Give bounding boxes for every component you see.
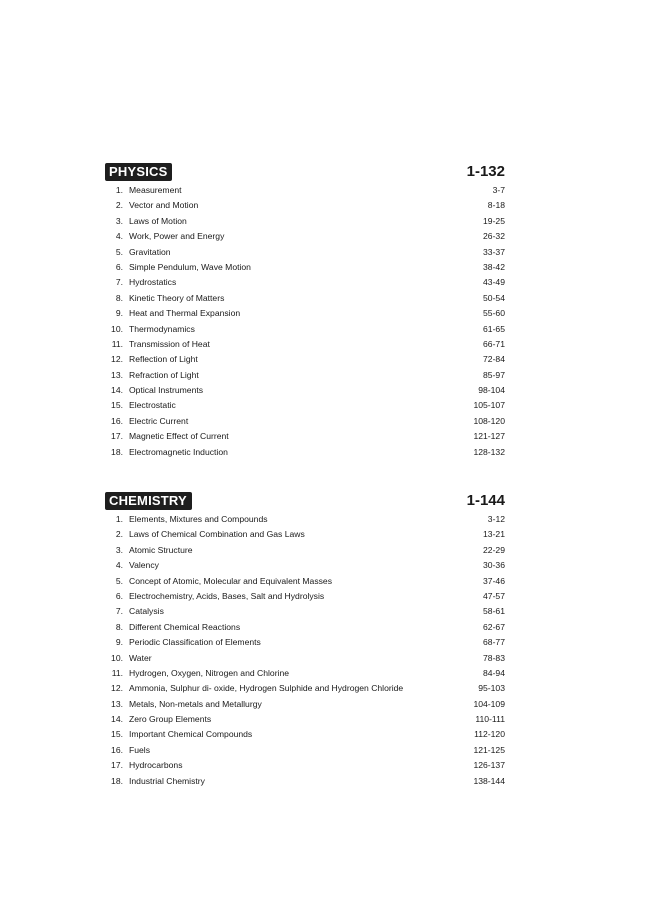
chapter-title: Reflection of Light xyxy=(129,354,198,365)
chapter-title: Elements, Mixtures and Compounds xyxy=(129,514,268,524)
chapter-pages: 85-97 xyxy=(483,369,505,380)
chapter-pages: 112-120 xyxy=(474,729,505,740)
section-title: CHEMISTRY xyxy=(105,492,192,510)
chapter-title: Optical Instruments xyxy=(129,385,204,396)
chapter-pages: 33-37 xyxy=(483,246,505,257)
chapter-number: 10. xyxy=(111,323,123,334)
chapter-number: 4. xyxy=(115,560,123,571)
chapter-title: Catalysis xyxy=(129,606,164,617)
chapter-title: Transmission of Heat xyxy=(129,338,210,349)
toc-entry xyxy=(0,352,660,367)
chapter-pages: 126-137 xyxy=(473,760,505,771)
toc-entry xyxy=(0,260,660,275)
chapter-title: Atomic Structure xyxy=(129,544,193,555)
toc-entry xyxy=(0,183,660,198)
chapter-pages: 66-71 xyxy=(483,338,505,349)
chapter-title: Metals, Non-metals and Metallurgy xyxy=(129,698,262,709)
chapter-title: Hydrogen, Oxygen, Nitrogen and Chlorine xyxy=(129,667,290,678)
chapter-number: 5. xyxy=(115,575,123,586)
chapter-title: Kinetic Theory of Matters xyxy=(129,292,225,303)
toc-entry xyxy=(0,383,660,398)
chapter-pages: 95-103 xyxy=(478,683,505,694)
toc-entry xyxy=(0,620,660,635)
chapter-pages: 19-25 xyxy=(483,215,505,226)
chapter-number: 7. xyxy=(115,606,123,617)
chapter-pages: 62-67 xyxy=(483,621,505,632)
chapter-number: 11. xyxy=(111,667,123,678)
chapter-number: 17. xyxy=(111,431,123,442)
chapter-number: 15. xyxy=(111,729,123,740)
chapter-pages: 138-144 xyxy=(473,775,505,786)
toc-entry xyxy=(0,275,660,290)
chapter-number: 3. xyxy=(115,544,123,555)
chapter-title: Concept of Atomic, Molecular and Equivalent Masses xyxy=(129,575,333,586)
chapter-number: 16. xyxy=(111,744,123,755)
toc-entry xyxy=(0,414,660,429)
chapter-title: Valency xyxy=(129,560,159,571)
chapter-pages: 121-125 xyxy=(473,744,505,755)
toc-entry xyxy=(0,322,660,337)
toc-entry xyxy=(0,229,660,244)
chapter-number: 18. xyxy=(111,775,123,786)
toc-entry xyxy=(0,398,660,413)
chapter-number: 13. xyxy=(111,369,123,380)
chapter-number: 14. xyxy=(111,385,123,396)
chapter-pages: 3-12 xyxy=(487,514,505,524)
chapter-title: Laws of Chemical Combination and Gas Laws xyxy=(129,529,305,540)
chapter-number: 1. xyxy=(115,185,123,195)
chapter-number: 12. xyxy=(111,683,123,694)
chapter-pages: 78-83 xyxy=(483,652,505,663)
toc-entry xyxy=(0,445,660,460)
toc-entry xyxy=(0,198,660,213)
section-title: PHYSICS xyxy=(105,163,172,181)
chapter-title: Fuels xyxy=(129,744,151,755)
chapter-number: 8. xyxy=(115,621,123,632)
toc-entry xyxy=(0,337,660,352)
chapter-pages: 38-42 xyxy=(483,261,505,272)
chapter-number: 8. xyxy=(115,292,123,303)
chapter-number: 14. xyxy=(111,714,123,725)
toc-entry xyxy=(0,245,660,260)
chapter-number: 17. xyxy=(111,760,123,771)
chapter-number: 4. xyxy=(115,231,123,242)
chapter-title: Electromagnetic Induction xyxy=(129,446,228,457)
chapter-pages: 30-36 xyxy=(483,560,505,571)
chapter-pages: 55-60 xyxy=(483,308,505,319)
chapter-number: 2. xyxy=(115,200,123,211)
chapter-number: 5. xyxy=(115,246,123,257)
chapter-pages: 50-54 xyxy=(483,292,505,303)
chapter-number: 6. xyxy=(115,590,123,601)
chapter-number: 2. xyxy=(115,529,123,540)
chapter-title: Hydrostatics xyxy=(129,277,177,288)
toc-entry xyxy=(0,727,660,742)
chapter-title: Zero Group Elements xyxy=(129,714,212,725)
chapter-title: Simple Pendulum, Wave Motion xyxy=(129,261,251,272)
section-header xyxy=(0,163,660,183)
toc-entry xyxy=(0,291,660,306)
chapter-number: 18. xyxy=(111,446,123,457)
chapter-title: Electrochemistry, Acids, Bases, Salt and Hydrolysis xyxy=(129,590,325,601)
chapter-pages: 105-107 xyxy=(473,400,505,411)
chapter-title: Important Chemical Compounds xyxy=(129,729,253,740)
toc-entry xyxy=(0,651,660,666)
chapter-pages: 104-109 xyxy=(473,698,505,709)
chapter-title: Work, Power and Energy xyxy=(129,231,225,242)
chapter-pages: 98-104 xyxy=(478,385,505,396)
chapter-title: Gravitation xyxy=(129,246,171,257)
toc-entry xyxy=(0,758,660,773)
chapter-pages: 22-29 xyxy=(483,544,505,555)
chapter-title: Periodic Classification of Elements xyxy=(129,637,261,648)
toc-entry xyxy=(0,604,660,619)
chapter-title: Ammonia, Sulphur di- oxide, Hydrogen Sulphide and Hydrogen Chloride xyxy=(129,683,404,694)
chapter-pages: 43-49 xyxy=(483,277,505,288)
chapter-title: Water xyxy=(129,652,152,663)
toc-entry xyxy=(0,589,660,604)
chapter-pages: 72-84 xyxy=(483,354,505,365)
chapter-number: 13. xyxy=(111,698,123,709)
toc-entry xyxy=(0,574,660,589)
toc-entry xyxy=(0,681,660,696)
chapter-pages: 26-32 xyxy=(483,231,505,242)
chapter-number: 11. xyxy=(111,338,123,349)
chapter-number: 6. xyxy=(115,261,123,272)
toc-entry xyxy=(0,527,660,542)
chapter-pages: 47-57 xyxy=(483,590,505,601)
chapter-pages: 61-65 xyxy=(483,323,505,334)
chapter-title: Electrostatic xyxy=(129,400,176,411)
chapter-number: 15. xyxy=(111,400,123,411)
chapter-pages: 37-46 xyxy=(483,575,505,586)
chapter-title: Vector and Motion xyxy=(129,200,199,211)
chapter-pages: 58-61 xyxy=(483,606,505,617)
toc-entry xyxy=(0,543,660,558)
toc-entry xyxy=(0,635,660,650)
toc-entry xyxy=(0,306,660,321)
chapter-pages: 8-18 xyxy=(487,200,505,211)
section-physics xyxy=(0,163,660,457)
chapter-number: 1. xyxy=(115,514,123,524)
toc-entry xyxy=(0,774,660,789)
chapter-number: 12. xyxy=(111,354,123,365)
chapter-title: Electric Current xyxy=(129,415,189,426)
chapter-title: Laws of Motion xyxy=(129,215,187,226)
section-chemistry xyxy=(0,492,660,786)
chapter-pages: 121-127 xyxy=(473,431,505,442)
chapter-title: Refraction of Light xyxy=(129,369,199,380)
chapter-number: 9. xyxy=(115,637,123,648)
chapter-number: 16. xyxy=(111,415,123,426)
toc-entry xyxy=(0,214,660,229)
chapter-number: 7. xyxy=(115,277,123,288)
toc-entry xyxy=(0,429,660,444)
toc-entry xyxy=(0,558,660,573)
toc-entry xyxy=(0,368,660,383)
toc-entry xyxy=(0,712,660,727)
chapter-title: Industrial Chemistry xyxy=(129,775,205,786)
toc-entry xyxy=(0,512,660,527)
toc-entry xyxy=(0,697,660,712)
toc-entry xyxy=(0,666,660,681)
chapter-number: 9. xyxy=(115,308,123,319)
chapter-title: Different Chemical Reactions xyxy=(129,621,241,632)
chapter-pages: 108-120 xyxy=(473,415,505,426)
section-page-range: 1-144 xyxy=(466,492,505,509)
chapter-title: Measurement xyxy=(129,185,182,195)
chapter-title: Heat and Thermal Expansion xyxy=(129,308,241,319)
chapter-pages: 110-111 xyxy=(475,714,505,725)
chapter-title: Hydrocarbons xyxy=(129,760,183,771)
chapter-pages: 13-21 xyxy=(483,529,505,540)
chapter-title: Thermodynamics xyxy=(129,323,195,334)
chapter-pages: 3-7 xyxy=(492,185,505,195)
toc-entry xyxy=(0,743,660,758)
toc-list xyxy=(0,183,660,460)
chapter-pages: 128-132 xyxy=(473,446,505,457)
chapter-pages: 84-94 xyxy=(483,667,505,678)
chapter-number: 10. xyxy=(111,652,123,663)
section-header xyxy=(0,492,660,512)
toc-list xyxy=(0,512,660,789)
chapter-title: Magnetic Effect of Current xyxy=(129,431,229,442)
chapter-pages: 68-77 xyxy=(483,637,505,648)
section-page-range: 1-132 xyxy=(466,163,505,180)
chapter-number: 3. xyxy=(115,215,123,226)
